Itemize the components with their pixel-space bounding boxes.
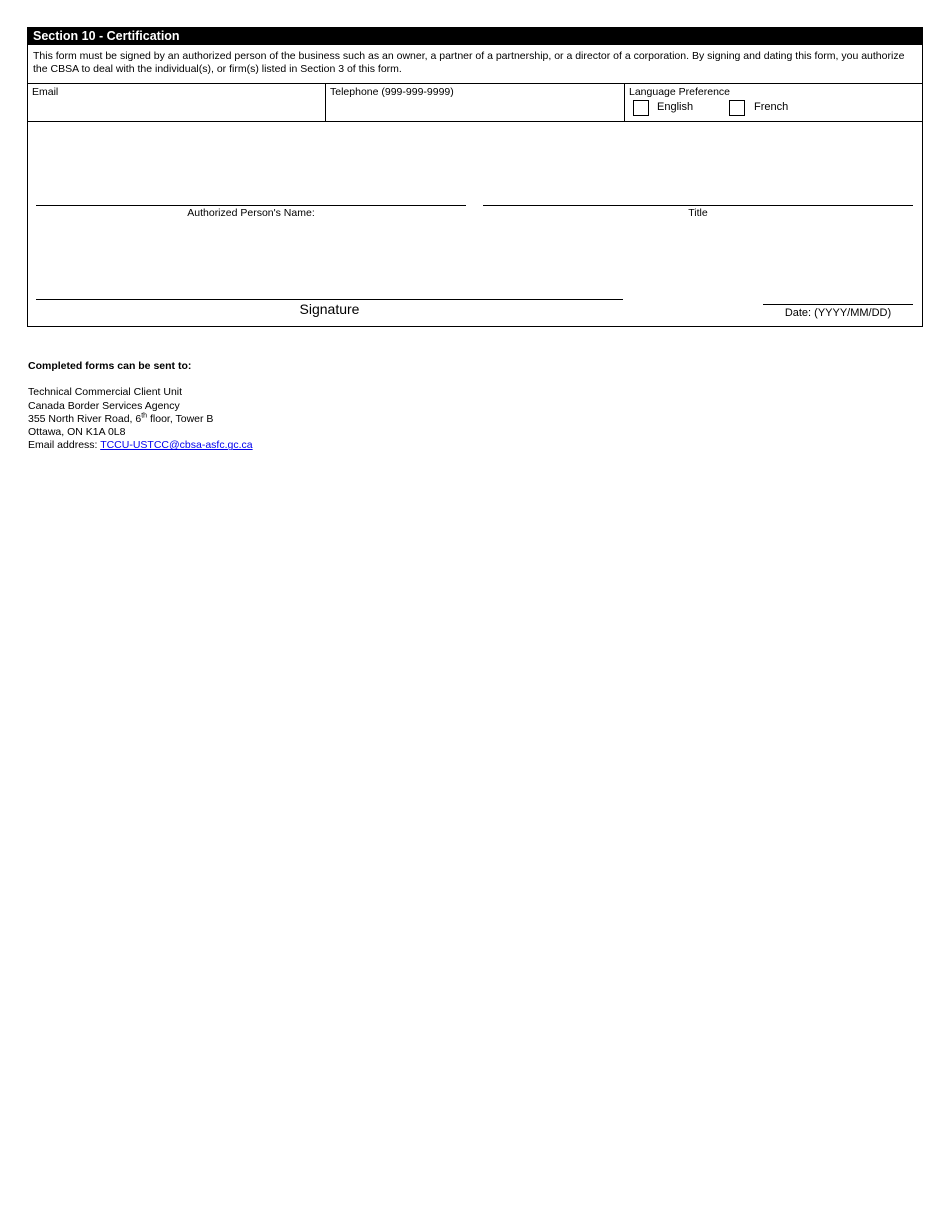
title-line[interactable] xyxy=(483,205,913,206)
title-label: Title xyxy=(688,207,708,219)
phone-field[interactable] xyxy=(330,103,620,119)
email-label: Email xyxy=(32,86,59,98)
language-label: Language Preference xyxy=(629,86,730,98)
date-line[interactable] xyxy=(763,304,913,305)
name-line[interactable] xyxy=(36,205,466,206)
email-cell xyxy=(28,84,326,121)
french-checkbox[interactable] xyxy=(729,100,745,116)
phone-cell xyxy=(326,84,625,121)
certification-instructions: This form must be signed by an authorized person of the business such as an owner, a partner of a partnership, or a director of a corporation. By signing and dating this form, you authorize the CBSA to deal with the individual(s), or firm(s) listed in Section 3 of this form. xyxy=(28,45,922,84)
email-address-line xyxy=(28,439,253,452)
address-line-1: Technical Commercial Client Unit xyxy=(28,386,183,399)
date-label: Date: (YYYY/MM/DD) xyxy=(784,307,892,319)
french-label: French xyxy=(754,101,789,113)
email-field[interactable] xyxy=(32,103,321,119)
address-line-4: Ottawa, ON K1A 0L8 xyxy=(28,426,126,439)
contact-row xyxy=(28,84,922,122)
section-title: Section 10 - Certification xyxy=(28,28,922,45)
email-link[interactable]: TCCU-USTCC@cbsa-asfc.gc.ca xyxy=(100,439,253,452)
mailing-heading: Completed forms can be sent to: xyxy=(28,360,192,372)
language-cell xyxy=(625,84,922,121)
phone-label: Telephone (999-999-9999) xyxy=(330,86,454,98)
english-label: English xyxy=(657,101,694,113)
english-checkbox[interactable] xyxy=(633,100,649,116)
email-prefix: Email address: xyxy=(28,439,101,452)
certification-form xyxy=(27,27,923,327)
name-label: Authorized Person's Name: xyxy=(187,207,315,219)
signature-line[interactable] xyxy=(36,299,623,300)
mailing-address xyxy=(28,360,253,453)
signature-label: Signature xyxy=(299,301,360,317)
address-line-3: 355 North River Road, 6th floor, Tower B xyxy=(28,412,214,425)
address-line-2: Canada Border Services Agency xyxy=(28,399,180,412)
